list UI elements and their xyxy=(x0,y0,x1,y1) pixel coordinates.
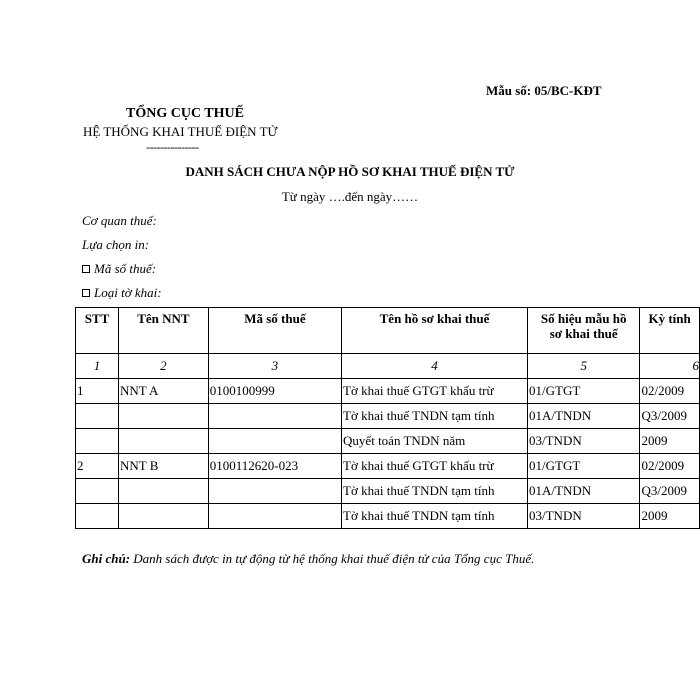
table-row xyxy=(76,379,700,404)
table-header-row xyxy=(76,308,700,354)
index-cell: 2 xyxy=(119,354,209,379)
cell-form-number: 01/GTGT xyxy=(528,379,640,404)
org-name: TỔNG CỤC THUẾ xyxy=(126,106,244,121)
cell-period: 02/2009 xyxy=(640,379,700,404)
cell-period: 2009 xyxy=(640,429,700,454)
table-row xyxy=(76,479,700,504)
cell-tax-code xyxy=(208,404,341,429)
date-range: Từ ngày ….đến ngày…… xyxy=(281,189,419,204)
cell-form-number: 03/TNDN xyxy=(528,429,640,454)
index-cell: 5 xyxy=(528,354,640,379)
cell-declaration-name: Tờ khai thuế TNDN tạm tính xyxy=(342,404,528,429)
table-row xyxy=(76,404,700,429)
cell-taxpayer-name: NNT B xyxy=(119,454,209,479)
table-row xyxy=(76,454,700,479)
cell-declaration-name: Tờ khai thuế TNDN tạm tính xyxy=(342,504,528,529)
cell-period: Q3/2009 xyxy=(640,404,700,429)
system-name: HỆ THỐNG KHAI THUẾ ĐIỆN TỬ xyxy=(83,124,278,139)
col-header-period: Kỳ tính xyxy=(640,308,700,354)
cell-taxpayer-name xyxy=(119,404,209,429)
cell-stt xyxy=(76,404,119,429)
declaration-type-option[interactable] xyxy=(82,285,162,301)
form-code: Mẫu số: 05/BC-KĐT xyxy=(486,83,602,98)
col-header-tax-code: Mã số thuế xyxy=(208,308,341,354)
col-header-form-number-line2: sơ khai thuế xyxy=(549,326,618,341)
print-option-label: Lựa chọn in: xyxy=(82,237,150,252)
index-cell: 3 xyxy=(208,354,341,379)
cell-form-number: 01/GTGT xyxy=(528,454,640,479)
cell-declaration-name: Tờ khai thuế TNDN tạm tính xyxy=(342,479,528,504)
tax-code-option-label: Mã số thuế: xyxy=(94,261,157,276)
footnote-text: Danh sách được in tự động từ hệ thống khai thuế điện tử của Tổng cục Thuế. xyxy=(130,551,535,566)
cell-form-number: 01A/TNDN xyxy=(528,479,640,504)
cell-stt: 1 xyxy=(76,379,119,404)
footnote xyxy=(82,551,534,567)
cell-stt: 2 xyxy=(76,454,119,479)
cell-tax-code xyxy=(208,504,341,529)
cell-stt xyxy=(76,429,119,454)
cell-form-number: 03/TNDN xyxy=(528,504,640,529)
index-cell: 6 xyxy=(640,354,700,379)
cell-tax-code: 0100100999 xyxy=(208,379,341,404)
index-row xyxy=(76,354,700,379)
col-header-form-number-line1: Số hiệu mẫu hồ xyxy=(540,311,627,326)
header-divider: --------------- xyxy=(146,140,199,154)
checkbox-icon[interactable] xyxy=(82,265,90,273)
col-header-stt: STT xyxy=(76,308,119,354)
tax-code-option[interactable] xyxy=(82,261,156,277)
cell-taxpayer-name: NNT A xyxy=(119,379,209,404)
cell-period: 2009 xyxy=(640,504,700,529)
cell-period: 02/2009 xyxy=(640,454,700,479)
cell-declaration-name: Tờ khai thuế GTGT khấu trừ xyxy=(342,379,528,404)
cell-period: Q3/2009 xyxy=(640,479,700,504)
index-cell: 1 xyxy=(76,354,119,379)
cell-stt xyxy=(76,479,119,504)
col-header-taxpayer-name: Tên NNT xyxy=(119,308,209,354)
cell-taxpayer-name xyxy=(119,479,209,504)
index-cell: 4 xyxy=(342,354,528,379)
footnote-label: Ghi chú: xyxy=(82,551,131,566)
cell-tax-code xyxy=(208,429,341,454)
table-row xyxy=(76,429,700,454)
cell-taxpayer-name xyxy=(119,504,209,529)
tax-agency-label: Cơ quan thuế: xyxy=(82,213,157,228)
cell-taxpayer-name xyxy=(119,429,209,454)
declaration-type-option-label: Loại tờ khai: xyxy=(94,285,162,300)
cell-tax-code xyxy=(208,479,341,504)
report-table xyxy=(75,307,700,529)
cell-form-number: 01A/TNDN xyxy=(528,404,640,429)
table-row xyxy=(76,504,700,529)
col-header-form-number xyxy=(528,308,640,354)
cell-declaration-name: Tờ khai thuế GTGT khấu trừ xyxy=(342,454,528,479)
cell-declaration-name: Quyết toán TNDN năm xyxy=(342,429,528,454)
cell-tax-code: 0100112620-023 xyxy=(208,454,341,479)
document-title: DANH SÁCH CHƯA NỘP HỒ SƠ KHAI THUẾ ĐIỆN TỬ xyxy=(185,164,515,179)
col-header-declaration-name: Tên hồ sơ khai thuế xyxy=(342,308,528,354)
cell-stt xyxy=(76,504,119,529)
checkbox-icon[interactable] xyxy=(82,289,90,297)
